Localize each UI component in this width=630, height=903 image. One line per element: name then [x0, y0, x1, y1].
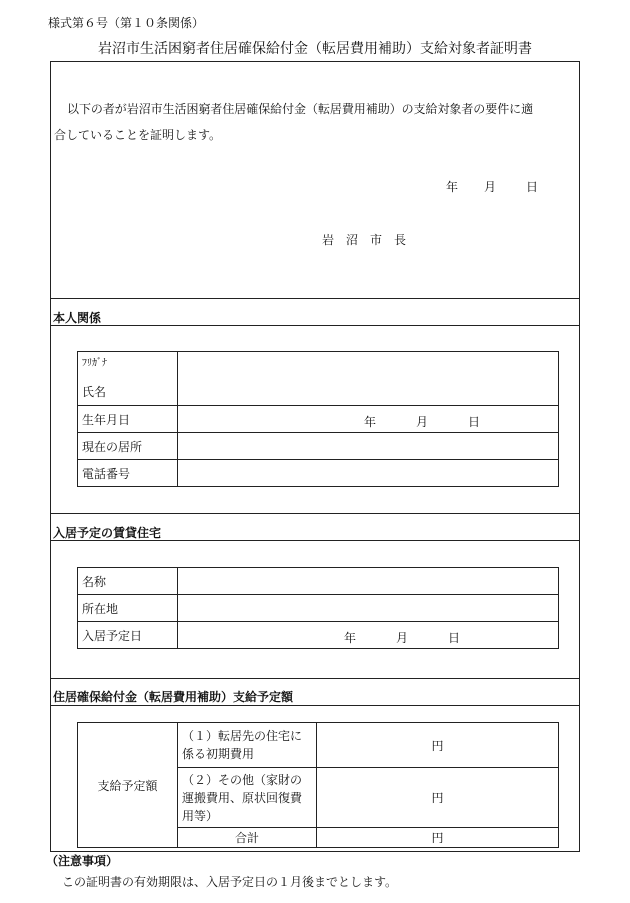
section-divider	[50, 540, 580, 541]
name-label: 氏名	[82, 385, 107, 399]
total-label: 合計	[178, 828, 317, 848]
document-title: 岩沼市生活困窮者住居確保給付金（転居費用補助）支給対象者証明書	[98, 41, 532, 57]
certifier-signature: 岩 沼 市 長	[322, 233, 407, 247]
certification-date-year: 年	[446, 180, 459, 194]
item1-line2: 係る初期費用	[182, 747, 255, 761]
item1-label	[178, 723, 317, 768]
move-year-unit: 年	[344, 631, 357, 645]
birthdate-field[interactable]	[178, 406, 559, 433]
certification-text-line2: 合していることを証明します。	[54, 128, 222, 142]
item2-label	[178, 768, 317, 828]
section-divider	[50, 325, 580, 326]
person-table	[77, 351, 559, 487]
address-label: 現在の居所	[78, 433, 178, 460]
form-number: 様式第６号（第１０条関係）	[48, 16, 205, 30]
address-field[interactable]	[178, 433, 559, 460]
birthdate-label: 生年月日	[78, 406, 178, 433]
person-section-heading: 本人関係	[53, 311, 102, 325]
total-amount-field[interactable]	[317, 828, 559, 848]
section-divider	[50, 705, 580, 706]
notes-heading: （注意事項）	[46, 854, 119, 868]
phone-label: 電話番号	[78, 460, 178, 487]
move-in-date-field[interactable]	[178, 622, 559, 649]
move-in-date-label: 入居予定日	[78, 622, 178, 649]
payment-table	[77, 722, 559, 848]
payment-section-heading: 住居確保給付金（転居費用補助）支給予定額	[53, 690, 294, 704]
item1-line1: （１）転居先の住宅に	[182, 729, 303, 743]
item2-line1: （２）その他（家財の	[182, 772, 303, 787]
item1-amount-field[interactable]	[317, 723, 559, 768]
birth-day-unit: 日	[468, 415, 481, 429]
item2-line2: 運搬費用、原状回復費	[182, 790, 303, 805]
section-divider	[50, 298, 580, 299]
phone-field[interactable]	[178, 460, 559, 487]
housing-location-field[interactable]	[178, 595, 559, 622]
housing-name-label: 名称	[78, 568, 178, 595]
amount-label: 支給予定額	[78, 723, 178, 848]
item2-line3: 用等）	[182, 808, 219, 823]
birth-month-unit: 月	[416, 415, 429, 429]
item2-yen: 円	[431, 791, 444, 805]
furigana-label: ﾌﾘｶﾞﾅ	[82, 358, 107, 369]
item1-yen: 円	[431, 738, 444, 753]
section-divider	[50, 513, 580, 514]
birth-year-unit: 年	[364, 415, 377, 429]
total-yen: 円	[431, 831, 444, 845]
certification-date-month: 月	[484, 180, 497, 194]
housing-name-field[interactable]	[178, 568, 559, 595]
item2-amount-field[interactable]	[317, 768, 559, 828]
certification-text-line1: 以下の者が岩沼市生活困窮者住居確保給付金（転居費用補助）の支給対象者の要件に適	[67, 102, 534, 116]
certification-date-day: 日	[526, 180, 539, 194]
name-label-cell	[78, 352, 178, 406]
section-divider	[50, 678, 580, 679]
move-day-unit: 日	[448, 631, 461, 645]
housing-section-heading: 入居予定の賃貸住宅	[53, 526, 162, 540]
name-field[interactable]	[178, 352, 559, 406]
housing-table	[77, 567, 559, 649]
notes-text: この証明書の有効期限は、入居予定日の１月後までとします。	[62, 875, 398, 889]
housing-location-label: 所在地	[78, 595, 178, 622]
move-month-unit: 月	[396, 631, 409, 645]
